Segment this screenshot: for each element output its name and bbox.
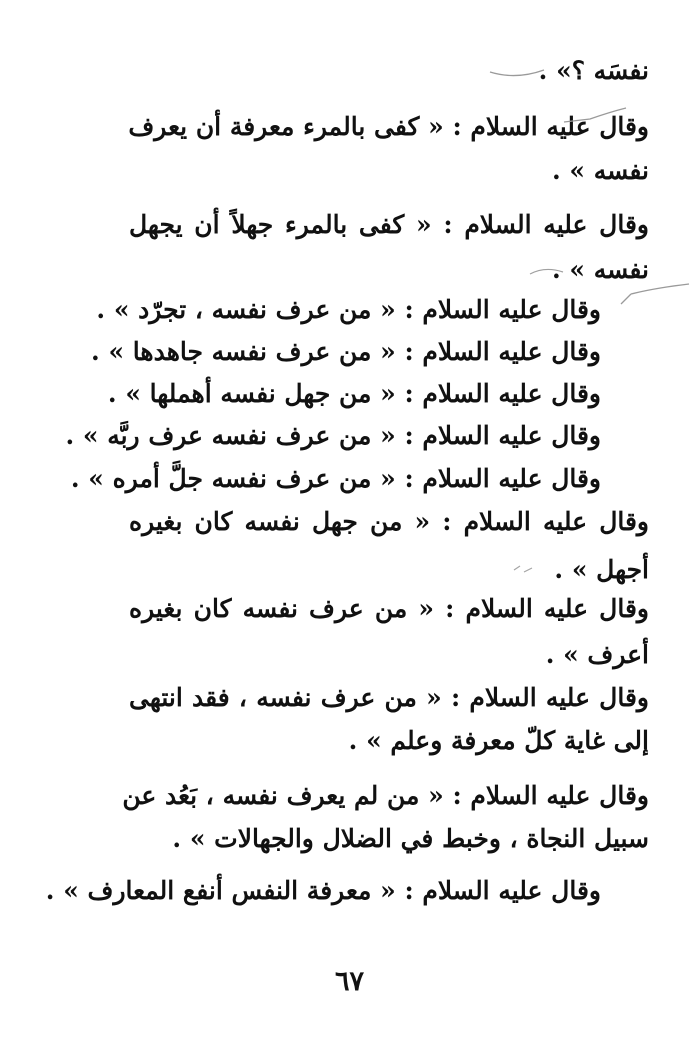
pencil-mark — [527, 262, 567, 280]
text-line: وقال عليه السلام : « كفى بالمرء معرفة أن يعرف — [128, 112, 649, 141]
text-line: سبيل النجاة ، وخبط في الضلال والجهالات » . — [172, 824, 649, 853]
text-line: نفسَه ؟» . — [538, 56, 649, 85]
pencil-mark — [488, 62, 548, 82]
page-number: ٦٧ — [334, 966, 364, 997]
text-line: وقال عليه السلام : « من عرف نفسه كان بغيره — [129, 594, 649, 623]
text-line: وقال عليه السلام : « من عرف نفسه جاهدها » . — [91, 337, 601, 366]
text-line: إلى غاية كلّ معرفة وعلم » . — [348, 726, 649, 755]
text-line: وقال عليه السلام : « من لم يعرف نفسه ، بَعُد عن — [122, 781, 649, 810]
text-line: أجهل » . — [554, 555, 649, 584]
text-line: أعرف » . — [545, 640, 649, 669]
text-line: وقال عليه السلام : « معرفة النفس أنفع المعارف » . — [45, 876, 601, 905]
text-line: وقال عليه السلام : « من عرف نفسه عرف ربَّه » . — [65, 421, 601, 450]
text-line: وقال عليه السلام : « من جهل نفسه كان بغيره — [129, 507, 649, 536]
pencil-mark — [560, 104, 630, 128]
pencil-mark — [615, 280, 693, 310]
text-line: نفسه » . — [551, 255, 649, 284]
pencil-mark — [510, 560, 540, 578]
text-line: وقال عليه السلام : « من جهل نفسه أهملها » . — [107, 379, 601, 408]
text-line: وقال عليه السلام : « كفى بالمرء جهلاً أن يجهل — [129, 210, 649, 239]
text-line: نفسه » . — [551, 156, 649, 185]
text-line: وقال عليه السلام : « من عرف نفسه ، تجرّد » . — [96, 295, 601, 324]
text-line: وقال عليه السلام : « من عرف نفسه ، فقد انتهى — [129, 683, 649, 712]
text-line: وقال عليه السلام : « من عرف نفسه جلَّ أمره » . — [70, 464, 601, 493]
